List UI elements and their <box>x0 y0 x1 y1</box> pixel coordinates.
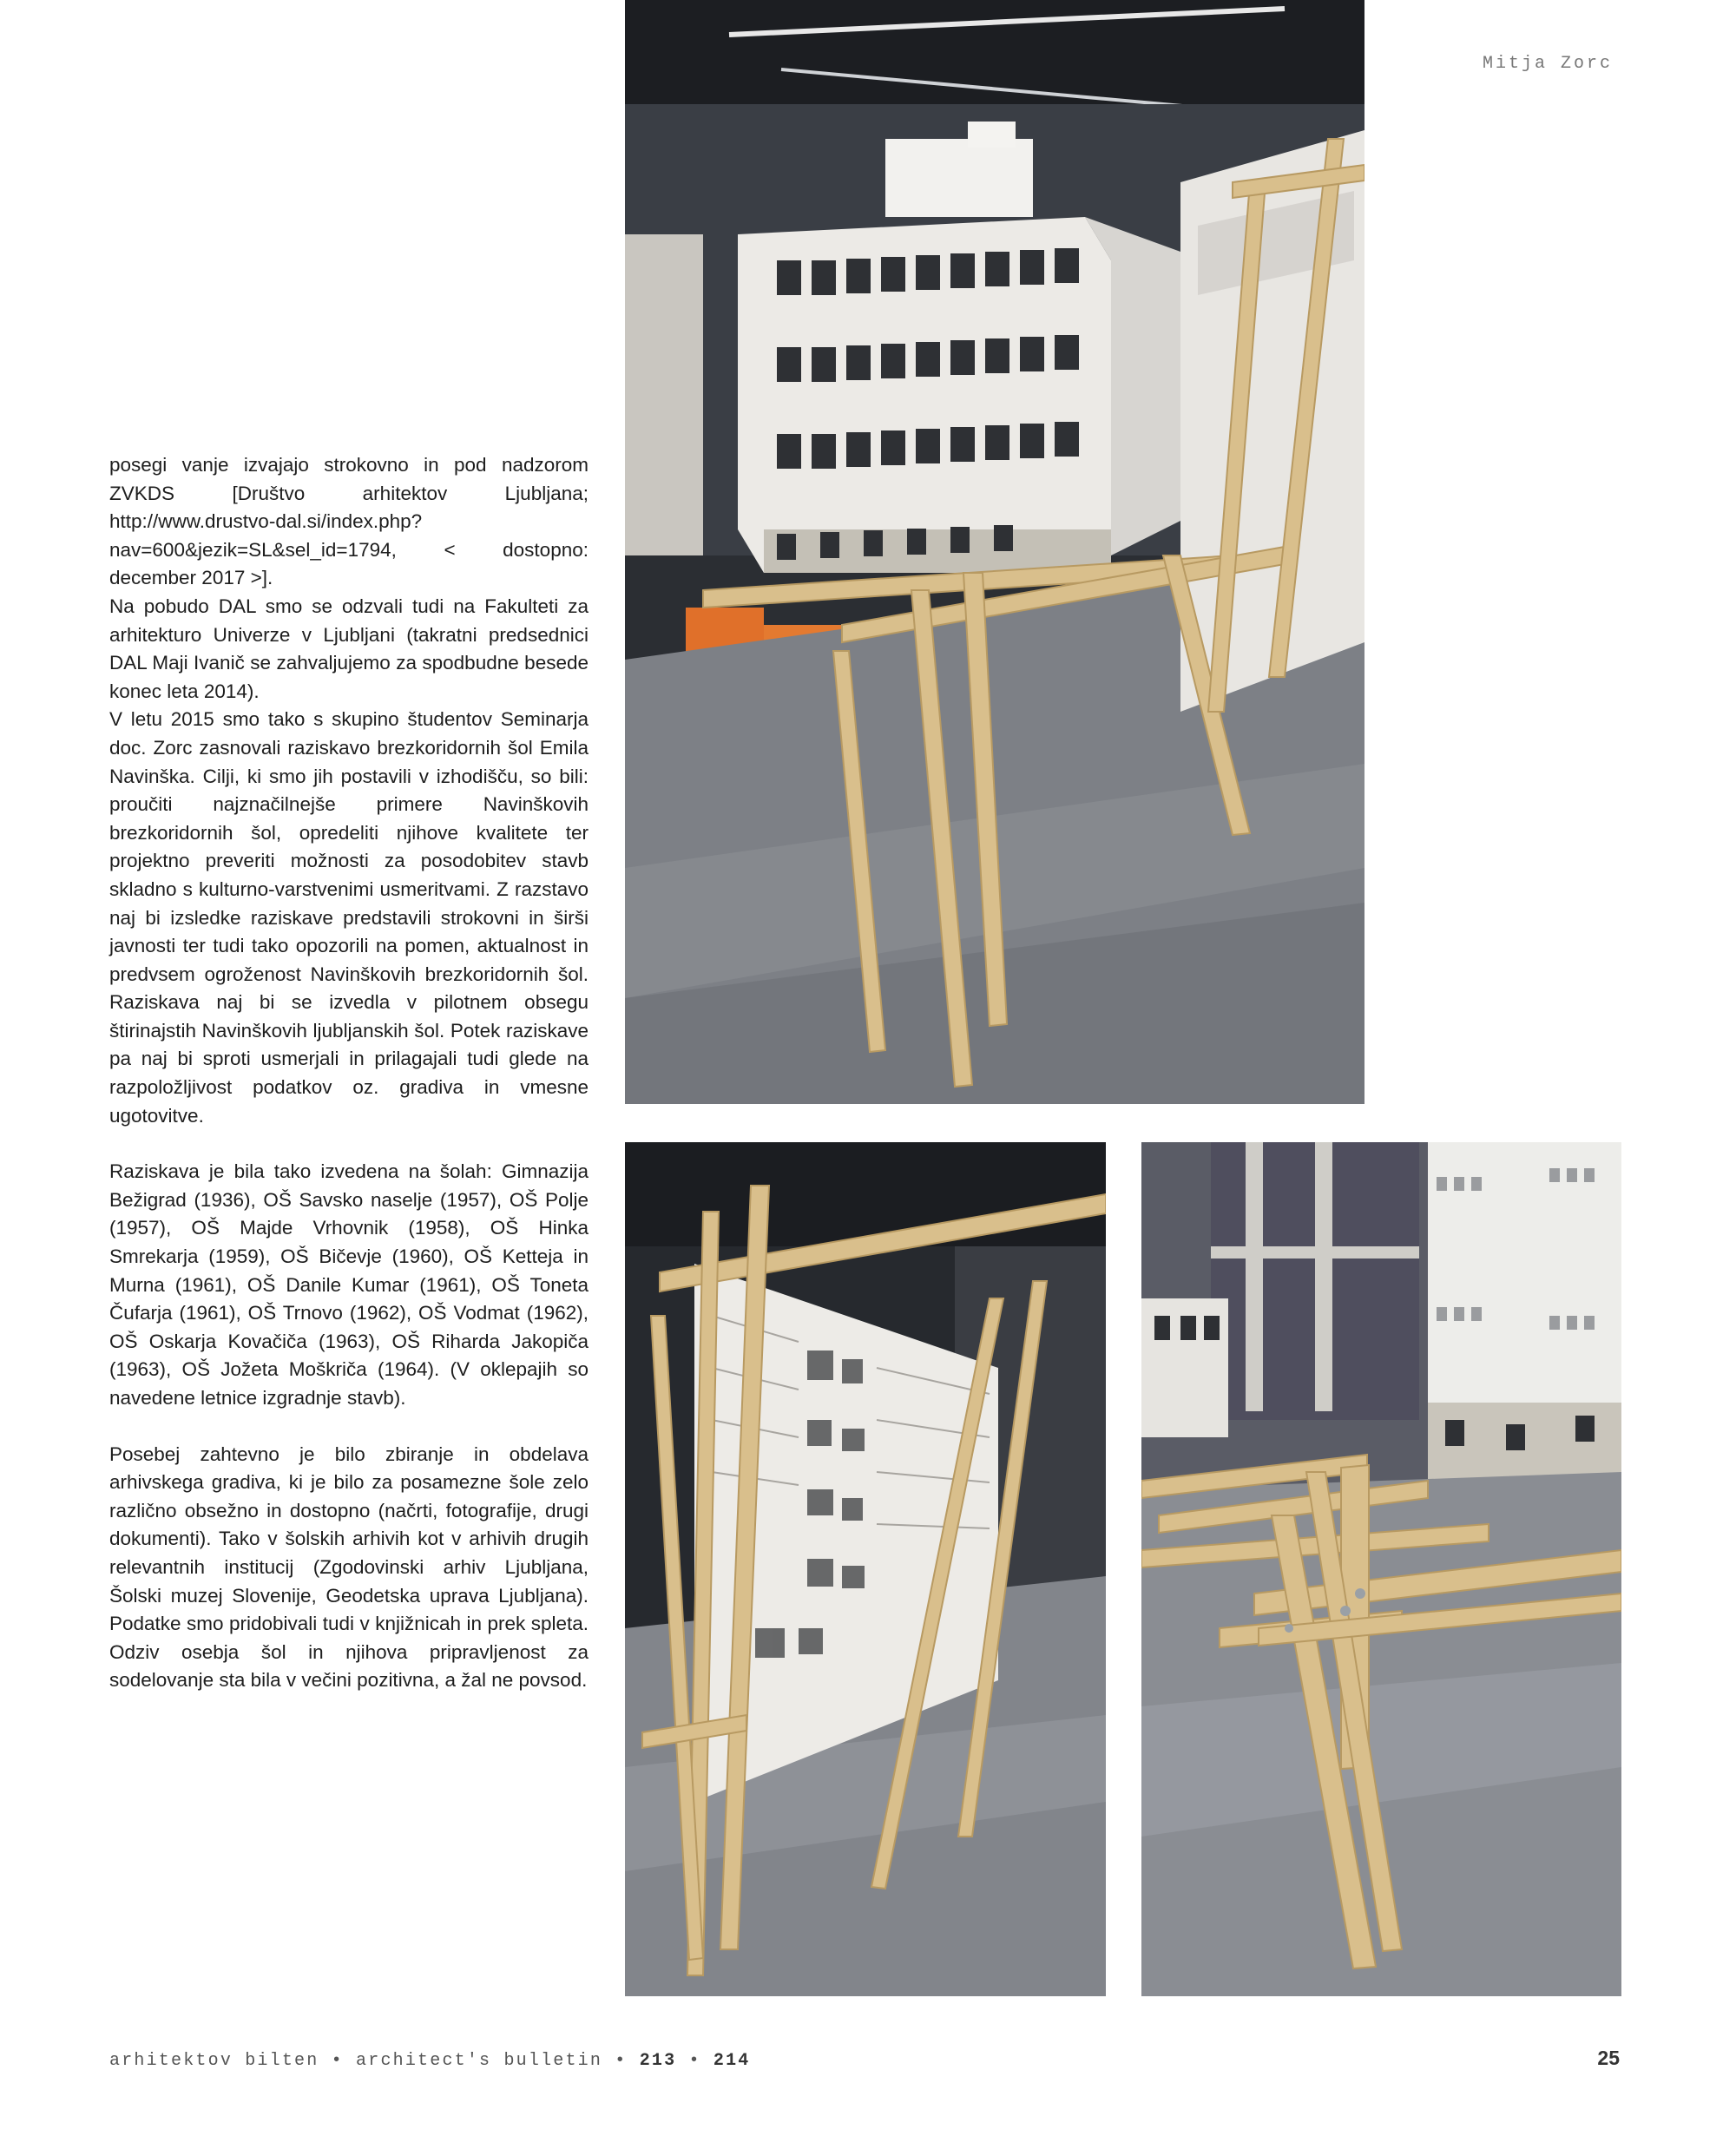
photo-school-model-exhibition <box>625 0 1364 1104</box>
photo-model-trestle-detail <box>1141 1142 1621 1996</box>
footer-journal-title <box>109 2051 751 2071</box>
footer-title: arhitektov bilten • architect's bulletin • <box>109 2051 628 2071</box>
footer-issue-a: 213 <box>639 2051 677 2071</box>
paragraph-1: posegi vanje izvajajo strokovno in pod nadzorom ZVKDS [Društvo arhitektov Ljubljana; http://www.drustvo-dal.si/index.php?nav=600&jezik=SL&sel_id=1794, < dostopno: december 2017 >]. <box>109 454 589 589</box>
footer-issue-b: 214 <box>713 2051 751 2071</box>
photo-top-illustration <box>625 0 1364 1104</box>
author-name: Mitja Zorc <box>1482 54 1613 74</box>
paragraph-4: Raziskava je bila tako izvedena na šolah: Gimnazija Bežigrad (1936), OŠ Savsko naselje (1957), OŠ Polje (1957), OŠ Majde Vrhovnik (1958), OŠ Hinka Smrekarja (1959), OŠ Bičevje (1960), OŠ Ketteja in Murna (1961), OŠ Danile Kumar (1961), OŠ Toneta Čufarja (1961), OŠ Trnovo (1962), OŠ Vodmat (1962), OŠ Oskarja Kovačiča (1963), OŠ Riharda Jakopiča (1963), OŠ Jožeta Moškriča (1964). (V oklepajih so navedene letnice izgradnje stavb). <box>109 1160 589 1409</box>
photo-exhibition-panels <box>625 1142 1106 1996</box>
photo-bottom-right-illustration <box>1141 1142 1621 1996</box>
article-text <box>109 451 589 1695</box>
paragraph-2: Na pobudo DAL smo se odzvali tudi na Fakulteti za arhitekturo Univerze v Ljubljani (takratni predsednici DAL Maji Ivanič se zahvaljujemo za spodbudne besede konec leta 2014). <box>109 595 589 702</box>
photo-bottom-left-illustration <box>625 1142 1106 1996</box>
footer-separator: • <box>688 2051 701 2071</box>
paragraph-5: Posebej zahtevno je bilo zbiranje in obdelava arhivskega gradiva, ki je bilo za posamezne šole zelo različno obsežno in dostopno (načrti, fotografije, drugi dokumenti). Tako v šolskih arhivih kot v arhivih drugih relevantnih institucij (Zgodovinski arhiv Ljubljana, Šolski muzej Slovenije, Geodetska uprava Ljubljana). Podatke smo pridobivali tudi v knjižnicah in prek spleta. Odziv osebja šol in njihova pripravljenost za sodelovanje sta bila v večini pozitivna, a žal ne povsod. <box>109 1443 589 1692</box>
paragraph-3: V letu 2015 smo tako s skupino študentov Seminarja doc. Zorc zasnovali raziskavo brezkoridornih šol Emila Navinška. Cilji, ki smo jih postavili v izhodišču, so bili: proučiti najznačilnejše primere Navinškovih brezkoridornih šol, opredeliti njihove kvalitete ter projektno preveriti možnosti za posodobitev stavb skladno s kulturno-varstvenimi usmeritvami. Z razstavo naj bi izsledke raziskave predstavili strokovni in širši javnosti ter tudi tako opozorili na pomen, aktualnost in predvsem ogroženost Navinškovih brezkoridornih šol. Raziskava naj bi se izvedla v pilotnem obsegu štirinajstih Navinškovih ljubljanskih šol. Potek raziskave pa naj bi sproti usmerjali in prilagajali tudi glede na razpoložljivost podatkov oz. gradiva in vmesne ugotovitve. <box>109 708 589 1127</box>
page-number: 25 <box>1597 2047 1620 2069</box>
